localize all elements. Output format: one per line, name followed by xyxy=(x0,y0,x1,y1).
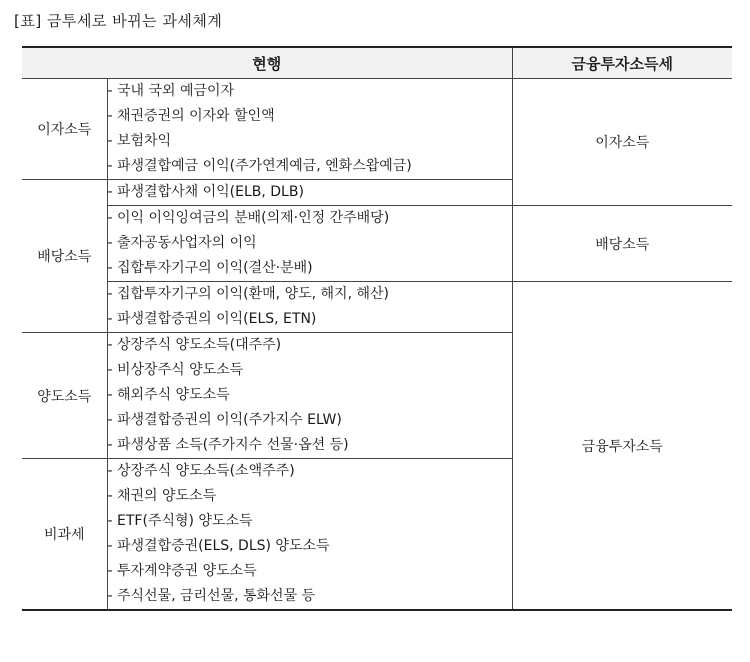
list-item: - 국내 국외 예금이자 xyxy=(107,83,235,99)
list-item: - 보험차익 xyxy=(107,133,172,149)
list-item: - ETF(주식형) 양도소득 xyxy=(107,513,253,529)
list-item: - 상장주식 양도소득(소액주주) xyxy=(107,463,295,479)
list-item: - 파생상품 소득(주가지수 선물·옵션 등) xyxy=(107,437,349,453)
list-item: - 파생결합증권의 이익(ELS, ETN) xyxy=(107,311,317,327)
table-row xyxy=(22,206,732,282)
items-interest-income xyxy=(107,79,512,180)
items-dividend-derivative-bond xyxy=(107,180,512,206)
list-item: - 투자계약증권 양도소득 xyxy=(107,563,257,579)
table-header-row xyxy=(22,47,732,79)
header-financial-investment-tax: 금융투자소득세 xyxy=(512,47,732,79)
list-item: - 집합투자기구의 이익(결산·분배) xyxy=(107,260,313,276)
category-capital-gains: 양도소득 xyxy=(22,333,107,459)
category-dividend-income: 배당소득 xyxy=(22,180,107,333)
header-current: 현행 xyxy=(22,47,512,79)
list-item: - 파생결합증권의 이익(주가지수 ELW) xyxy=(107,412,342,428)
list-item: - 해외주식 양도소득 xyxy=(107,387,230,403)
table-caption: [표] 금투세로 바뀌는 과세체계 xyxy=(14,12,223,30)
list-item: - 상장주식 양도소득(대주주) xyxy=(107,337,282,353)
items-dividend-fund-derivative xyxy=(107,282,512,333)
list-item: - 이익 이익잉여금의 분배(의제·인정 간주배당) xyxy=(107,210,390,226)
list-item: - 채권증권의 이자와 할인액 xyxy=(107,108,275,124)
list-item: - 출자공동사업자의 이익 xyxy=(107,235,257,251)
table-row xyxy=(22,282,732,333)
items-dividend-income xyxy=(107,206,512,282)
target-interest-income: 이자소득 xyxy=(512,79,732,206)
items-capital-gains xyxy=(107,333,512,459)
target-financial-investment-income: 금융투자소득 xyxy=(512,282,732,611)
list-item: - 파생결합예금 이익(주가연계예금, 엔화스왑예금) xyxy=(107,158,412,174)
list-item: - 채권의 양도소득 xyxy=(107,488,217,504)
tax-system-table xyxy=(22,46,732,611)
category-tax-exempt: 비과세 xyxy=(22,459,107,611)
list-item: - 집합투자기구의 이익(환매, 양도, 해지, 해산) xyxy=(107,286,389,302)
list-item: - 비상장주식 양도소득 xyxy=(107,362,244,378)
items-tax-exempt xyxy=(107,459,512,611)
list-item: - 주식선물, 금리선물, 통화선물 등 xyxy=(107,588,316,604)
target-dividend-income: 배당소득 xyxy=(512,206,732,282)
list-item: - 파생결합증권(ELS, DLS) 양도소득 xyxy=(107,538,330,554)
list-item: - 파생결합사채 이익(ELB, DLB) xyxy=(107,184,304,200)
category-interest-income: 이자소득 xyxy=(22,79,107,180)
table-row xyxy=(22,79,732,180)
